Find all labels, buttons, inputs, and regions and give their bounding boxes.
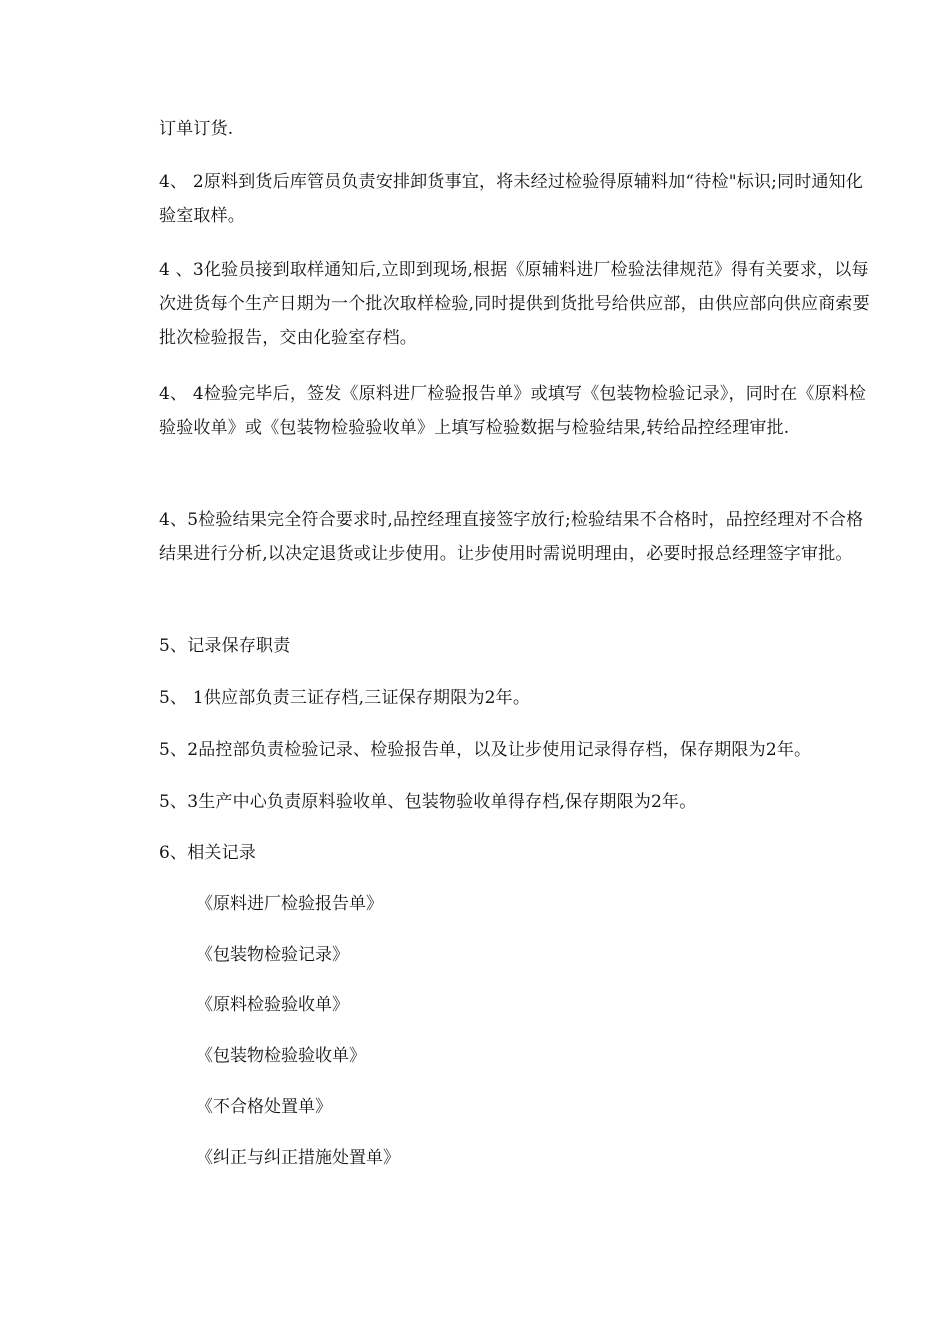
- record-item: 《包装物检验记录》: [196, 945, 349, 965]
- paragraph-4-4: 4、 4检验完毕后，签发《原料进厂检验报告单》或填写《包装物检验记录》，同时在《原料检验验收单》或《包装物检验验收单》上填写检验数据与检验结果,转给品控经理审批.: [159, 384, 867, 438]
- record-item: 《纠正与纠正措施处置单》: [196, 1148, 400, 1168]
- record-item: 《不合格处置单》: [196, 1097, 332, 1117]
- paragraph-5-3: 5、3生产中心负责原料验收单、包装物验收单得存档,保存期限为2年。: [159, 792, 697, 812]
- paragraph-4-3: 4 、3化验员接到取样通知后,立即到现场,根据《原辅料进厂检验法律规范》得有关要求，以每次进货每个生产日期为一个批次取样检验,同时提供到货批号给供应部，由供应部向供应商索要批次检验报告，交由化验室存档。: [159, 260, 870, 348]
- heading-record-keeping: 5、记录保存职责: [159, 636, 291, 656]
- paragraph-5-1: 5、 1供应部负责三证存档,三证保存期限为2年。: [159, 688, 531, 708]
- paragraph-5-2: 5、2品控部负责检验记录、检验报告单，以及让步使用记录得存档，保存期限为2年。: [159, 740, 812, 760]
- record-item: 《原料进厂检验报告单》: [196, 894, 383, 914]
- paragraph-order: 订单订货.: [159, 119, 234, 139]
- heading-related-records: 6、相关记录: [159, 843, 257, 863]
- record-item: 《原料检验验收单》: [196, 995, 349, 1015]
- paragraph-4-2: 4、 2原料到货后库管员负责安排卸货事宜，将未经过检验得原辅料加“待检"标识;同时通知化验室取样。: [159, 172, 864, 226]
- paragraph-4-5: 4、5检验结果完全符合要求时,品控经理直接签字放行;检验结果不合格时，品控经理对不合格结果进行分析,以决定退货或让步使用。让步使用时需说明理由，必要时报总经理签字审批。: [159, 510, 864, 564]
- record-item: 《包装物检验验收单》: [196, 1046, 366, 1066]
